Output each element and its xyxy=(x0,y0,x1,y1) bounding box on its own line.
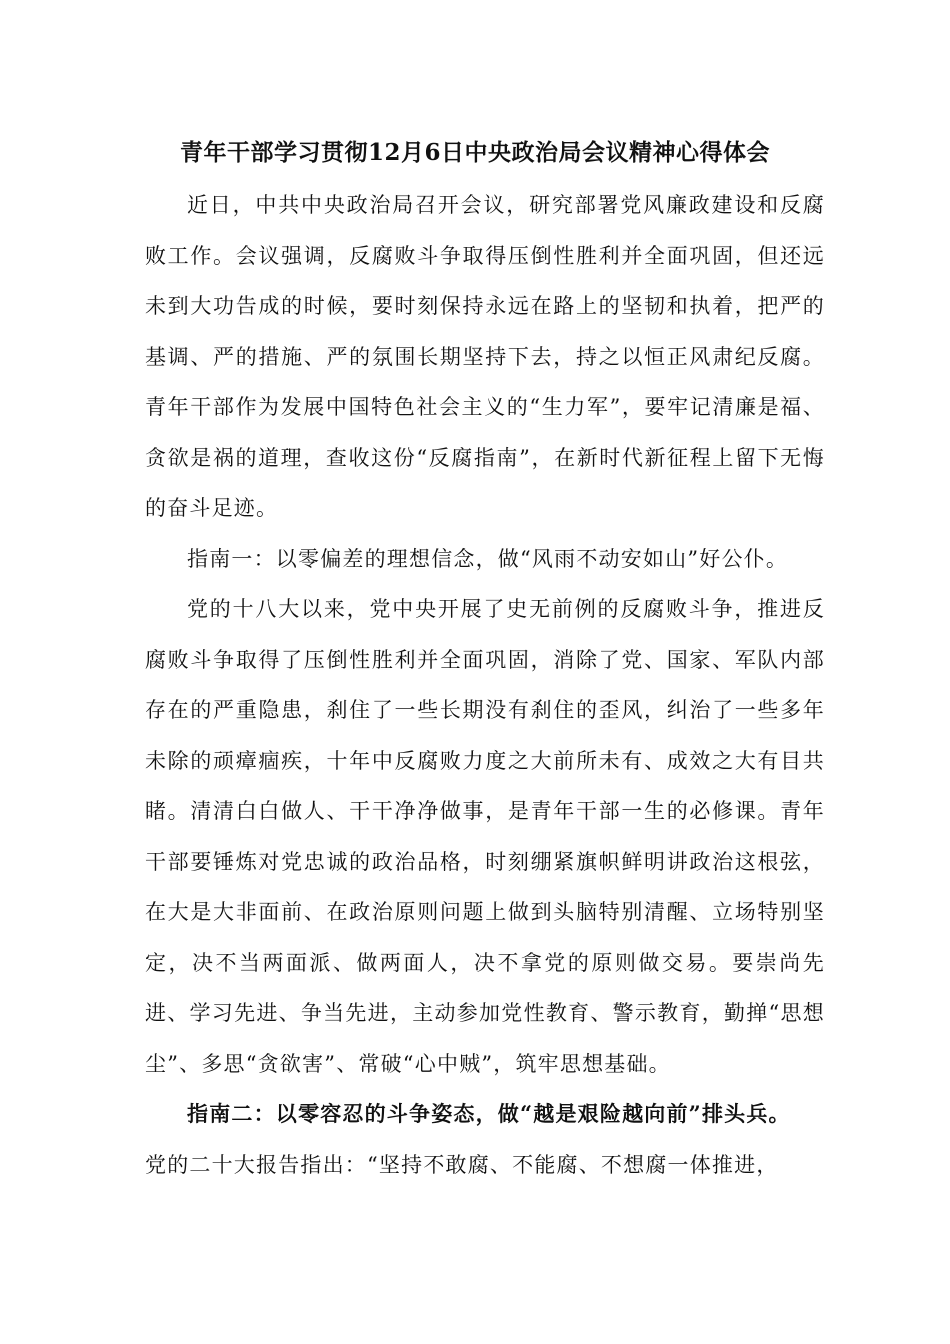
document-title: 青年干部学习贯彻12月6日中央政治局会议精神心得体会 xyxy=(179,139,770,166)
guide-one-heading: 指南一：以零偏差的理想信念，做“风雨不动安如山”好公仆。 xyxy=(187,546,789,571)
guide-one-paragraph: 党的十八大以来，党中央开展了史无前例的反腐败斗争，推进反腐败斗争取得了压倒性胜利并全面巩固，消除了党、国家、军队内部存在的严重隐患，刹住了一些长期没有刹住的歪风，纠治了一些多年未除的顽瘴痼疾，十年中反腐败力度之大前所未有、成效之大有目共睹。清清白白做人、干干净净做事，是青年干部一生的必修课。青年干部要锤炼对党忠诚的政治品格，时刻绷紧旗帜鲜明讲政治这根弦，在大是大非面前、在政治原则问题上做到头脑特别清醒、立场特别坚定，决不当两面派、做两面人，决不拿党的原则做交易。要崇尚先进、学习先进、争当先进，主动参加党性教育、警示教育，勤掸“思想尘”、多思“贪欲害”、常破“心中贼”，筑牢思想基础。 xyxy=(145,597,825,1076)
intro-paragraph: 近日，中共中央政治局召开会议，研究部署党风廉政建设和反腐败工作。会议强调，反腐败斗争取得压倒性胜利并全面巩固，但还远未到大功告成的时候，要时刻保持永远在路上的坚韧和执着，把严的基调、严的措施、严的氛围长期坚持下去，持之以恒正风肃纪反腐。青年干部作为发展中国特色社会主义的“生力军”，要牢记清廉是福、贪欲是祸的道理，查收这份“反腐指南”，在新时代新征程上留下无悔的奋斗足迹。 xyxy=(145,193,825,520)
document-body xyxy=(145,180,825,1190)
guide-two-paragraph: 党的二十大报告指出：“坚持不敢腐、不能腐、不想腐一体推进， xyxy=(145,1152,779,1177)
guide-two-heading: 指南二：以零容忍的斗争姿态，做“越是艰险越向前”排头兵。 xyxy=(187,1101,791,1126)
